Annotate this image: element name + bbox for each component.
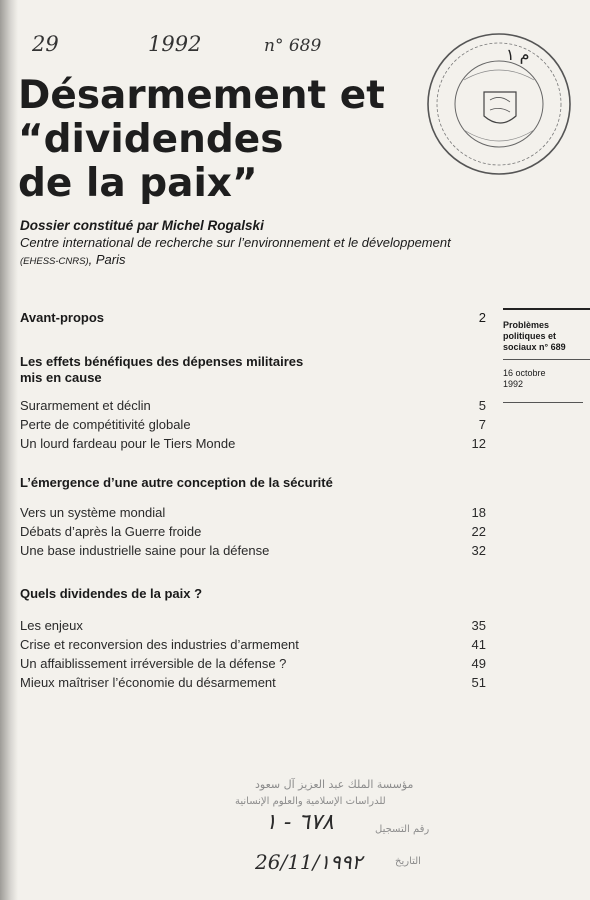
toc-heading-avant-propos (20, 310, 486, 326)
toc-section-title: Quels dividendes de la paix ? (20, 586, 203, 601)
toc-section (20, 586, 486, 692)
toc-section (20, 475, 486, 560)
stamp-line: رقم التسجيل (375, 824, 430, 835)
toc-entry: Mieux maîtriser l’économie du désarmement 51 (20, 675, 486, 690)
toc-entry: Vers un système mondial 18 (20, 505, 486, 520)
handwritten-number: 29 (32, 32, 59, 56)
toc-entry: Les enjeux 35 (20, 618, 486, 633)
page-title (18, 74, 418, 206)
title-line: de la paix” (18, 161, 258, 206)
stamp-handwritten-date: 26/11/١٩٩٢ (255, 850, 363, 874)
affiliation (20, 234, 500, 270)
author-block (20, 218, 500, 270)
author-line: Dossier constitué par Michel Rogalski (20, 218, 264, 233)
library-seal-stamp (424, 30, 574, 178)
toc-entry: Surarmement et déclin 5 (20, 398, 486, 413)
sidebar-rule (503, 308, 590, 310)
table-of-contents (20, 310, 486, 692)
sidebar-rule (503, 359, 590, 360)
affiliation-acronym: (EHESS-CNRS) (20, 256, 89, 267)
toc-entry: Un lourd fardeau pour le Tiers Monde 12 (20, 436, 486, 451)
stamp-line: للدراسات الإسلامية والعلوم الإنسانية (235, 796, 386, 807)
publication-sidebar (503, 308, 590, 403)
stamp-handwritten-code: ٦٧٨ - ١ (265, 810, 334, 835)
title-line: “dividendes (18, 117, 284, 162)
title-line: Désarmement et (18, 73, 385, 118)
library-registration-stamp (215, 772, 445, 882)
affiliation-name: Centre international de recherche sur l’environnement et le développement (20, 235, 451, 250)
seal-handwritten-mark: م ١ (506, 45, 530, 64)
handwritten-year: 1992 (148, 32, 202, 56)
toc-entry: Crise et reconversion des industries d’armement 41 (20, 637, 486, 652)
sidebar-rule (503, 402, 583, 403)
toc-entry: Perte de compétitivité globale 7 (20, 417, 486, 432)
page-edge-shadow (0, 0, 18, 900)
publication-date: 16 octobre 1992 (503, 368, 546, 389)
affiliation-city: , Paris (88, 252, 126, 267)
publication-name: Problèmes politiques et sociaux n° 689 (503, 320, 566, 352)
toc-section-title: L’émergence d’une autre conception de la sécurité (20, 475, 333, 490)
stamp-line: مؤسسة الملك عبد العزيز آل سعود (255, 778, 414, 791)
toc-heading-label: Avant-propos (20, 310, 105, 325)
handwritten-issue-number: n° 689 (264, 36, 322, 56)
toc-entry: Un affaiblissement irréversible de la défense ? 49 (20, 656, 486, 671)
stamp-line: التاريخ (395, 856, 421, 867)
toc-entry: Une base industrielle saine pour la défense 32 (20, 543, 486, 558)
toc-entry: Débats d’après la Guerre froide 22 (20, 524, 486, 539)
toc-section-title: Les effets bénéfiques des dépenses militaires mis en cause (20, 354, 304, 385)
toc-section (20, 354, 486, 453)
toc-page-number: 2 (478, 310, 486, 325)
